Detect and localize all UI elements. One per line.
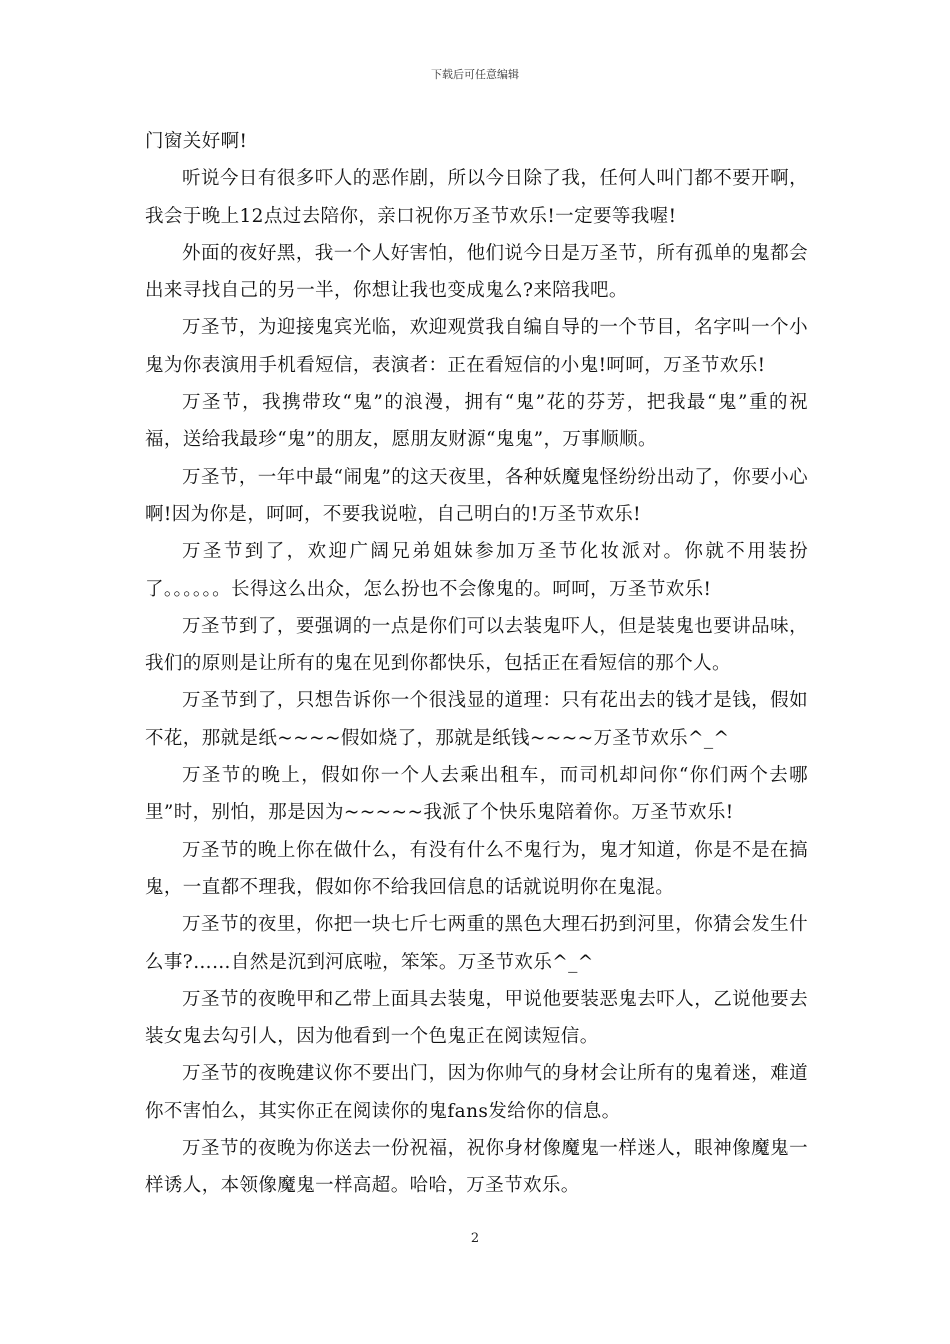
paragraph: 万圣节，为迎接鬼宾光临，欢迎观赏我自编自导的一个节目，名字叫一个小鬼为你表演用手机看短信，表演者：正在看短信的小鬼!呵呵，万圣节欢乐! [145,317,808,376]
paragraph: 万圣节的晚上你在做什么，有没有什么不鬼行为，鬼才知道，你是不是在搞鬼，一直都不理我，假如你不给我回信息的话就说明你在鬼混。 [145,839,808,898]
paragraph: 万圣节的晚上，假如你一个人去乘出租车，而司机却问你“你们两个去哪里”时，别怕，那是因为~~~~~我派了个快乐鬼陪着你。万圣节欢乐! [145,765,808,824]
paragraph: 万圣节，一年中最“闹鬼”的这天夜里，各种妖魔鬼怪纷纷出动了，你要小心啊!因为你是，呵呵，不要我说啦，自己明白的!万圣节欢乐! [145,466,808,525]
paragraph: 万圣节到了，欢迎广阔兄弟姐妹参加万圣节化妆派对。你就不用装扮了。。。。。。长得这么出众，怎么扮也不会像鬼的。呵呵，万圣节欢乐! [145,541,808,600]
page-header: 下载后可任意编辑 [431,68,519,81]
paragraph: 万圣节的夜里，你把一块七斤七两重的黑色大理石扔到河里，你猜会发生什么事?……自然是沉到河底啦，笨笨。万圣节欢乐^_^ [145,914,808,973]
page-number: 2 [470,1231,480,1246]
paragraph: 万圣节的夜晚为你送去一份祝福，祝你身材像魔鬼一样迷人，眼神像魔鬼一样诱人，本领像魔鬼一样高超。哈哈，万圣节欢乐。 [145,1138,808,1197]
page-body [145,123,808,1205]
paragraph: 外面的夜好黑，我一个人好害怕，他们说今日是万圣节，所有孤单的鬼都会出来寻找自己的另一半，你想让我也变成鬼么?来陪我吧。 [145,242,808,302]
paragraph: 万圣节到了，只想告诉你一个很浅显的道理：只有花出去的钱才是钱，假如不花，那就是纸~~~~假如烧了，那就是纸钱~~~~万圣节欢乐^_^ [145,690,808,749]
paragraph: 听说今日有很多吓人的恶作剧，所以今日除了我，任何人叫门都不要开啊，我会于晚上12点过去陪你，亲口祝你万圣节欢乐!一定要等我喔! [145,168,808,227]
paragraph: 万圣节，我携带玫“鬼”的浪漫，拥有“鬼”花的芬芳，把我最“鬼”重的祝福，送给我最珍“鬼”的朋友，愿朋友财源“鬼鬼”，万事顺顺。 [145,392,808,451]
paragraph: 门窗关好啊! [145,131,248,152]
paragraph: 万圣节的夜晚建议你不要出门，因为你帅气的身材会让所有的鬼着迷，难道你不害怕么，其实你正在阅读你的鬼fans发给你的信息。 [145,1063,808,1122]
paragraph: 万圣节的夜晚甲和乙带上面具去装鬼，甲说他要装恶鬼去吓人，乙说他要去装女鬼去勾引人，因为他看到一个色鬼正在阅读短信。 [145,988,808,1048]
paragraph: 万圣节到了，要强调的一点是你们可以去装鬼吓人，但是装鬼也要讲品味，我们的原则是让所有的鬼在见到你都快乐，包括正在看短信的那个人。 [145,615,808,675]
